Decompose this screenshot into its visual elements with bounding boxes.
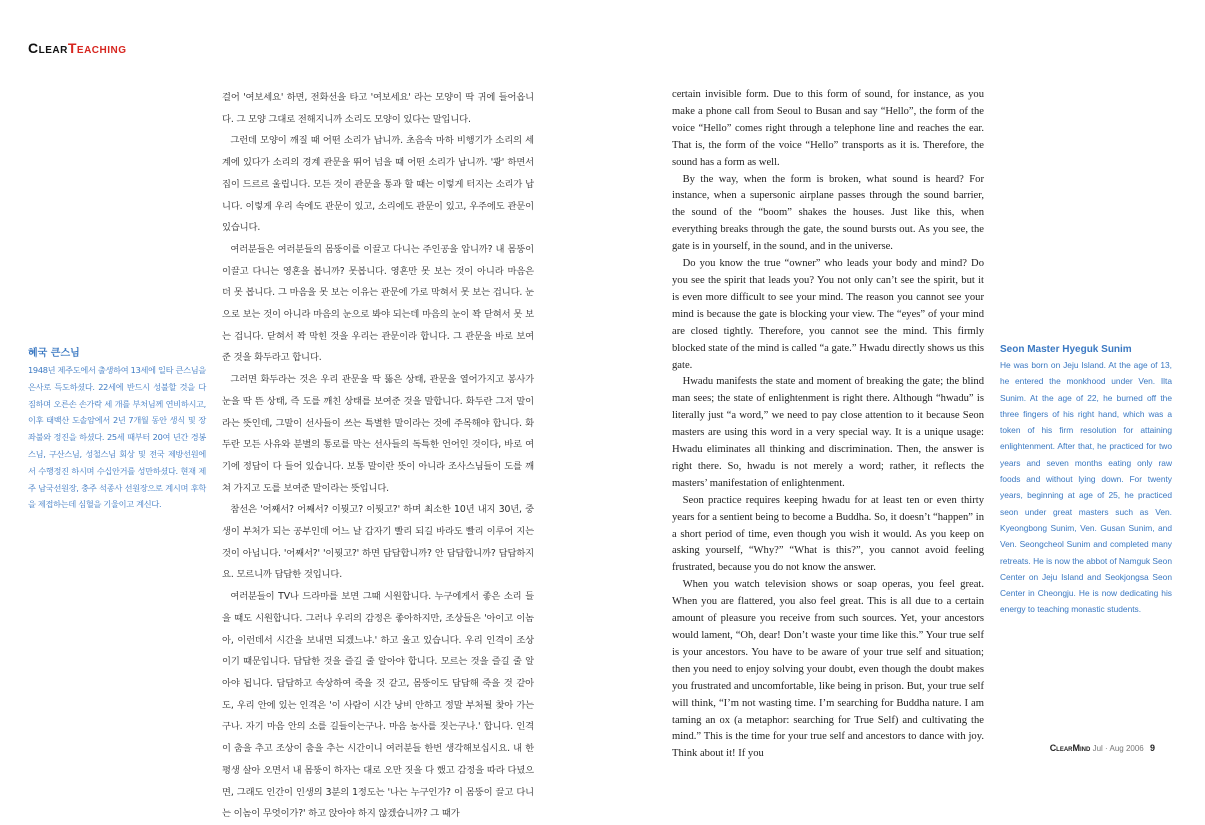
issue-date: Jul · Aug 2006 <box>1092 744 1144 753</box>
english-paragraph: Do you know the true “owner” who leads your body and mind? Do you see the spirit that leads you? You not only can’t see the spirit, but it is even more difficult to see your mind. The reason you cannot see your mind is because the gate is blocking your view. The “eyes” of your mind are closed tightly. Therefore, you cannot see the mind. This firmly blocked state of the mind is called “a gate.” Hwadu directly shows us this gate. <box>672 258 984 371</box>
author-bio-text-korean: 1948년 제주도에서 출생하여 13세에 일타 큰스님을 은사로 득도하셨다. 22세에 반드시 성불할 것을 다짐하며 오른손 손가락 세 개를 부처님께 연비하시고, 이후 태백산 도솔암에서 2년 7개월 동안 생식 및 장좌불와 정진을 하셨다. 25세 때부터 20여 년간 경봉스님, 구산스님, 성철스님 회상 및 전국 제방선원에서 수행정진 하시며 수십안거를 성만하셨다. 현재 제주 남국선원장, 충주 석종사 선원장으로 계시며 후학을 제접하는데 심혈을 기울이고 계신다. <box>28 365 206 510</box>
korean-paragraph: 여러분들은 여러분들의 몸뚱이를 이끌고 다니는 주인공을 압니까? 내 몸뚱이 이끌고 다니는 영혼을 봅니까? 못봅니다. 영혼만 못 보는 것이 아니라 마음은 더 못 봅니다. 그 마음을 못 보는 이유는 관문에 가로 막혀서 못 보는 겁니다. 눈으로 보는 것이 아니라 마음의 눈으로 봐야 되는데 마음의 눈이 꽉 닫혀서 못 보는 겁니다. 닫혀서 꽉 막힌 것을 우리는 관문이라 합니다. 그 관문을 바로 보여 준 것을 화두라고 합니다. <box>222 243 534 364</box>
author-name-korean: 혜국 큰스님 <box>28 348 80 359</box>
english-paragraph: Hwadu manifests the state and moment of breaking the gate; the blind man sees; the state of enlightenment is right there. Although “hwadu” is literally just “a word,” we need to pay close attention to it because Seon masters are using this word in a very special way. It is a unique usage: Hwadu eliminates all thinking and discrimination. Then, the answer is right there. So, hwadu is not merely a word; rather, it reflects the masters’ manifestation of enlightenment. <box>672 376 984 489</box>
english-paragraph: When you watch television shows or soap operas, you feel great. When you are flattered, you also feel great. This is all due to a certain amount of pleasure you receive from such sources. Yet, your ancestors would lament, “Oh, dear! Don’t waste your time like this.” Your true self is your ancestors. You have to be aware of your true self and situation; then you need to enjoy solving your doubt, even though the doubt makes you frustrated and uncomfortable, like being in prison. But, your true self will think, “I’m not wasting time. I’m searching for Buddha nature. I am taming an ox (a metaphor: searching for True Self) and cultivating the mind.” This is the time for your true self and ancestors to dance with joy. Think about it! If you <box>672 579 984 760</box>
right-page <box>600 0 1205 788</box>
author-bio-korean <box>28 344 206 513</box>
author-bio-text-english: He was born on Jeju Island. At the age of 13, he entered the monkhood under Ven. Ilta Sunim. At the age of 22, he burned off the three fingers of his right hand, which was a token of his firm resolution for attaining enlightenment. After that, he practiced for two years and seven months eating only raw foods and without lying down. For twenty years, beginning at age of 25, he practiced seon under great masters such as Ven. Kyeongbong Sunim, Ven. Gusan Sunim, and Ven. Seongcheol Sunim and completed many retreats. He is now the abbot of Namguk Seon Center on Jeju Island and Seokjongsa Seon Center in Cheongju. He is now dedicating his energy to teaching monastic students. <box>1000 360 1172 615</box>
english-text-column <box>672 87 984 763</box>
page-number: 9 <box>1149 743 1155 753</box>
section-logo <box>28 40 127 56</box>
korean-paragraph: 참선은 '어째서? 어째서? 이뭣고? 이뭣고?' 하며 최소한 10년 내지 30년, 중생이 부처가 되는 공부인데 어느 날 갑자기 빨리 되길 바라도 빨리 이루어 지는 것이 아닙니다. '어째서?' '이뭣고?' 하면 답답합니까? 안 답답합니까? 답답하지요. 모르니까 답답한 것입니다. <box>222 504 534 581</box>
left-page <box>0 0 600 820</box>
page-footer <box>1050 743 1155 753</box>
korean-paragraph: 걸어 '여보세요' 하면, 전화선을 타고 '여보세요' 라는 모양이 딱 귀에 들어옵니다. 그 모양 그대로 전해지니까 소리도 모양이 있다는 말입니다. <box>222 92 534 125</box>
logo-clear: Clear <box>28 40 68 56</box>
english-paragraph: certain invisible form. Due to this form of sound, for instance, as you make a phone call from Seoul to Busan and say “Hello”, the form of the voice “Hello” comes right through a telephone line and reaches the ear. That is, the form of the voice “Hello” transports as it is. Therefore, the sound has a form as well. <box>672 89 984 168</box>
korean-paragraph: 그러면 화두라는 것은 우리 관문을 딱 뚫은 상태, 관문을 열어가지고 봉사가 눈을 딱 뜬 상태, 즉 도를 깨친 상태를 보여준 것을 말합니다. 화두란 그저 말이라는 뜻인데, 그말이 선사들이 쓰는 특별한 말이라는 것에 주목해야 합니다. 화두란 모든 사유와 분별의 통로를 막는 선사들의 독특한 언어인 것이다, 바로 여기에 정답이 다 들어 있습니다. 보통 말이란 뜻이 아니라 조사스님들이 도를 깨쳐 가지고 도를 보여준 말이라는 뜻입니다. <box>222 374 534 494</box>
korean-paragraph: 여러분들이 TV나 드라마를 보면 그때 시원합니다. 누구에게서 좋은 소리 들을 때도 시원합니다. 그러나 우리의 감정은 좋아하지만, 조상들은 '아이고 이놈아, 이런데서 시간을 보내면 되겠느냐.' 하고 울고 있습니다. 우리 인격이 조상이기 때문입니다. 답답한 것을 즐길 줄 알아야 합니다. 모르는 것을 즐길 줄 알아야 됩니다. 답답하고 속상하여 죽을 것 같고, 몸뚱이도 답답해 죽을 것 같아도, 우리 안에 있는 인격은 '이 사람이 시간 낭비 안하고 정말 부처될 찾아 가는구나. 자기 마음 안의 소를 길들이는구나. 마음 농사를 짓는구나.' 합니다. 인격이 춤을 추고 조상이 춤을 추는 시간이니 여러분들 한번 생각해보십시요. 내 한평생 살아 오면서 내 몸뚱이 하자는 대로 오만 짓을 다 했고 감정을 따라 다녔으면, 그래도 인간이 인생의 3분의 1정도는 '나는 누구인가? 이 몸뚱이 끌고 다니는 이놈이 무엇이가?' 하고 앉아야 하지 않겠습니까? 그 때가 <box>222 591 534 820</box>
magazine-name: ClearMind <box>1049 743 1091 753</box>
english-paragraph: By the way, when the form is broken, what sound is heard? For instance, when a supersonic airplane passes through the sound barrier, the sound of the “boom” shakes the houses. Just like this, when everything breaks through the gate, the sound bursts out. As you see, the gate is in yourself, in the sound, and in the universe. <box>672 173 984 253</box>
logo-teaching: Teaching <box>67 40 127 56</box>
author-bio-english <box>1000 344 1172 618</box>
author-name-english: Seon Master Hyeguk Sunim <box>1000 344 1132 355</box>
english-paragraph: Seon practice requires keeping hwadu for at least ten or even thirty years for a sentient being to become a Buddha. So, it doesn’t “happen” in a short period of time, even though you wish it would. As you keep on asking yourself, “Why?” “What is this?”, you cannot avoid feeling frustrated, because you do not know the answer. <box>672 494 984 574</box>
korean-text-column <box>222 87 534 825</box>
korean-paragraph: 그런데 모양이 깨질 때 어떤 소리가 납니까. 초음속 마하 비행기가 소리의 세계에 있다가 소리의 경계 관문을 뛰어 넘을 때 어떤 소리가 납니까. '쾅' 하면서 집이 드르르 울립니다. 모든 것이 관문을 통과 할 때는 이렇게 터지는 소리가 납니다. 이렇게 우리 속에도 관문이 있고, 소리에도 관문이 있고, 우주에도 관문이 있습니다. <box>222 135 534 234</box>
